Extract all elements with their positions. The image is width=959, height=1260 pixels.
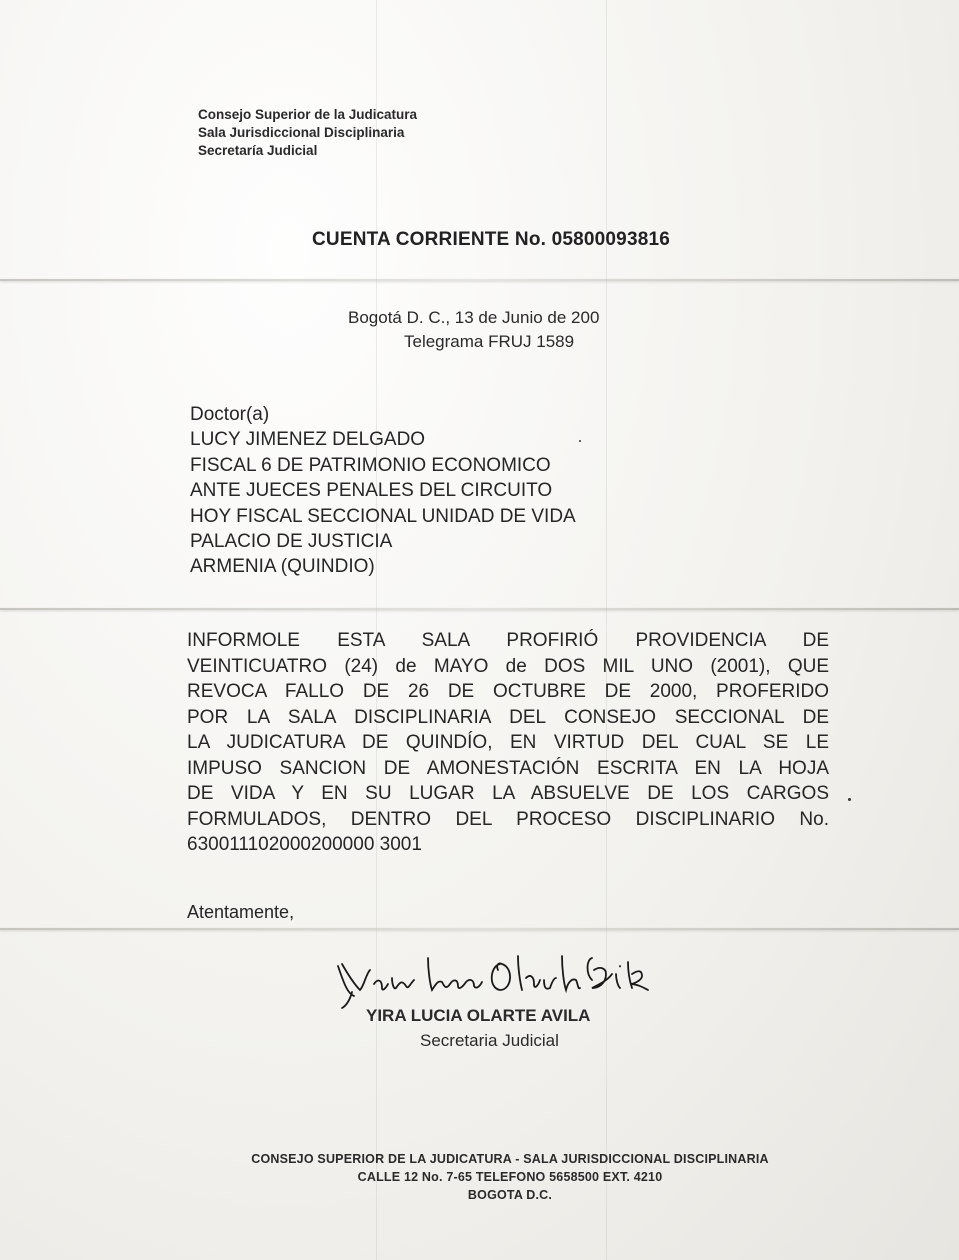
body-line: REVOCA FALLO DE 26 DE OCTUBRE DE 2000, PROFERIDO <box>187 681 829 702</box>
letterhead-line: Consejo Superior de la Judicatura <box>198 107 418 122</box>
addressee-line: LUCY JIMENEZ DELGADO <box>190 429 426 451</box>
ink-speck <box>848 798 851 801</box>
footer-line: CALLE 12 No. 7-65 TELEFONO 5658500 EXT. 4210 <box>357 1170 663 1184</box>
addressee-line: ANTE JUECES PENALES DEL CIRCUITO <box>190 480 553 502</box>
body-line: VEINTICUATRO (24) de MAYO de DOS MIL UNO (2001), QUE <box>187 655 829 677</box>
fold-line <box>0 608 959 610</box>
body-line: LA JUDICATURA DE QUINDÍO, EN VIRTUD DEL CUAL SE LE <box>187 732 829 753</box>
addressee-line: FISCAL 6 DE PATRIMONIO ECONOMICO <box>190 454 551 476</box>
date-line: Bogotá D. C., 13 de Junio de 200 <box>348 308 600 327</box>
addressee-line: Doctor(a) <box>190 404 270 425</box>
signer-name: YIRA LUCIA OLARTE AVILA <box>366 1006 591 1025</box>
footer-line: CONSEJO SUPERIOR DE LA JUDICATURA - SALA JURISDICCIONAL DISCIPLINARIA <box>251 1152 769 1166</box>
fold-line <box>0 928 959 930</box>
ink-speck <box>579 440 581 442</box>
fold-line <box>0 279 959 281</box>
date-block <box>348 306 599 354</box>
letter-footer <box>120 1150 900 1204</box>
body-line: FORMULADOS, DENTRO DEL PROCESO DISCIPLINARIO No. <box>187 808 829 830</box>
letterhead-line: Sala Jurisdiccional Disciplinaria <box>198 125 405 140</box>
addressee-line: PALACIO DE JUSTICIA <box>190 531 393 553</box>
body-line: 630011102000200000 3001 <box>187 834 422 855</box>
account-number: CUENTA CORRIENTE No. 05800093816 <box>312 229 671 250</box>
addressee-block <box>190 402 576 580</box>
letterhead-line: Secretaría Judicial <box>198 143 318 158</box>
footer-line: BOGOTA D.C. <box>467 1188 553 1202</box>
handwritten-signature <box>330 944 660 1014</box>
addressee-line: HOY FISCAL SECCIONAL UNIDAD DE VIDA <box>190 505 576 527</box>
body-line: IMPUSO SANCION DE AMONESTACIÓN ESCRITA EN LA HOJA <box>187 757 829 779</box>
body-line: INFORMOLE ESTA SALA PROFIRIÓ PROVIDENCIA DE <box>187 630 829 651</box>
body-line: POR LA SALA DISCIPLINARIA DEL CONSEJO SECCIONAL DE <box>187 706 829 728</box>
letterhead <box>198 106 417 160</box>
letter-body <box>187 628 829 858</box>
addressee-line: ARMENIA (QUINDIO) <box>190 556 375 578</box>
signer-role: Secretaria Judicial <box>420 1031 559 1050</box>
body-line: DE VIDA Y EN SU LUGAR LA ABSUELVE DE LOS CARGOS <box>187 783 829 804</box>
closing: Atentamente, <box>187 902 295 922</box>
telegram-line: Telegrama FRUJ 1589 <box>404 332 575 351</box>
